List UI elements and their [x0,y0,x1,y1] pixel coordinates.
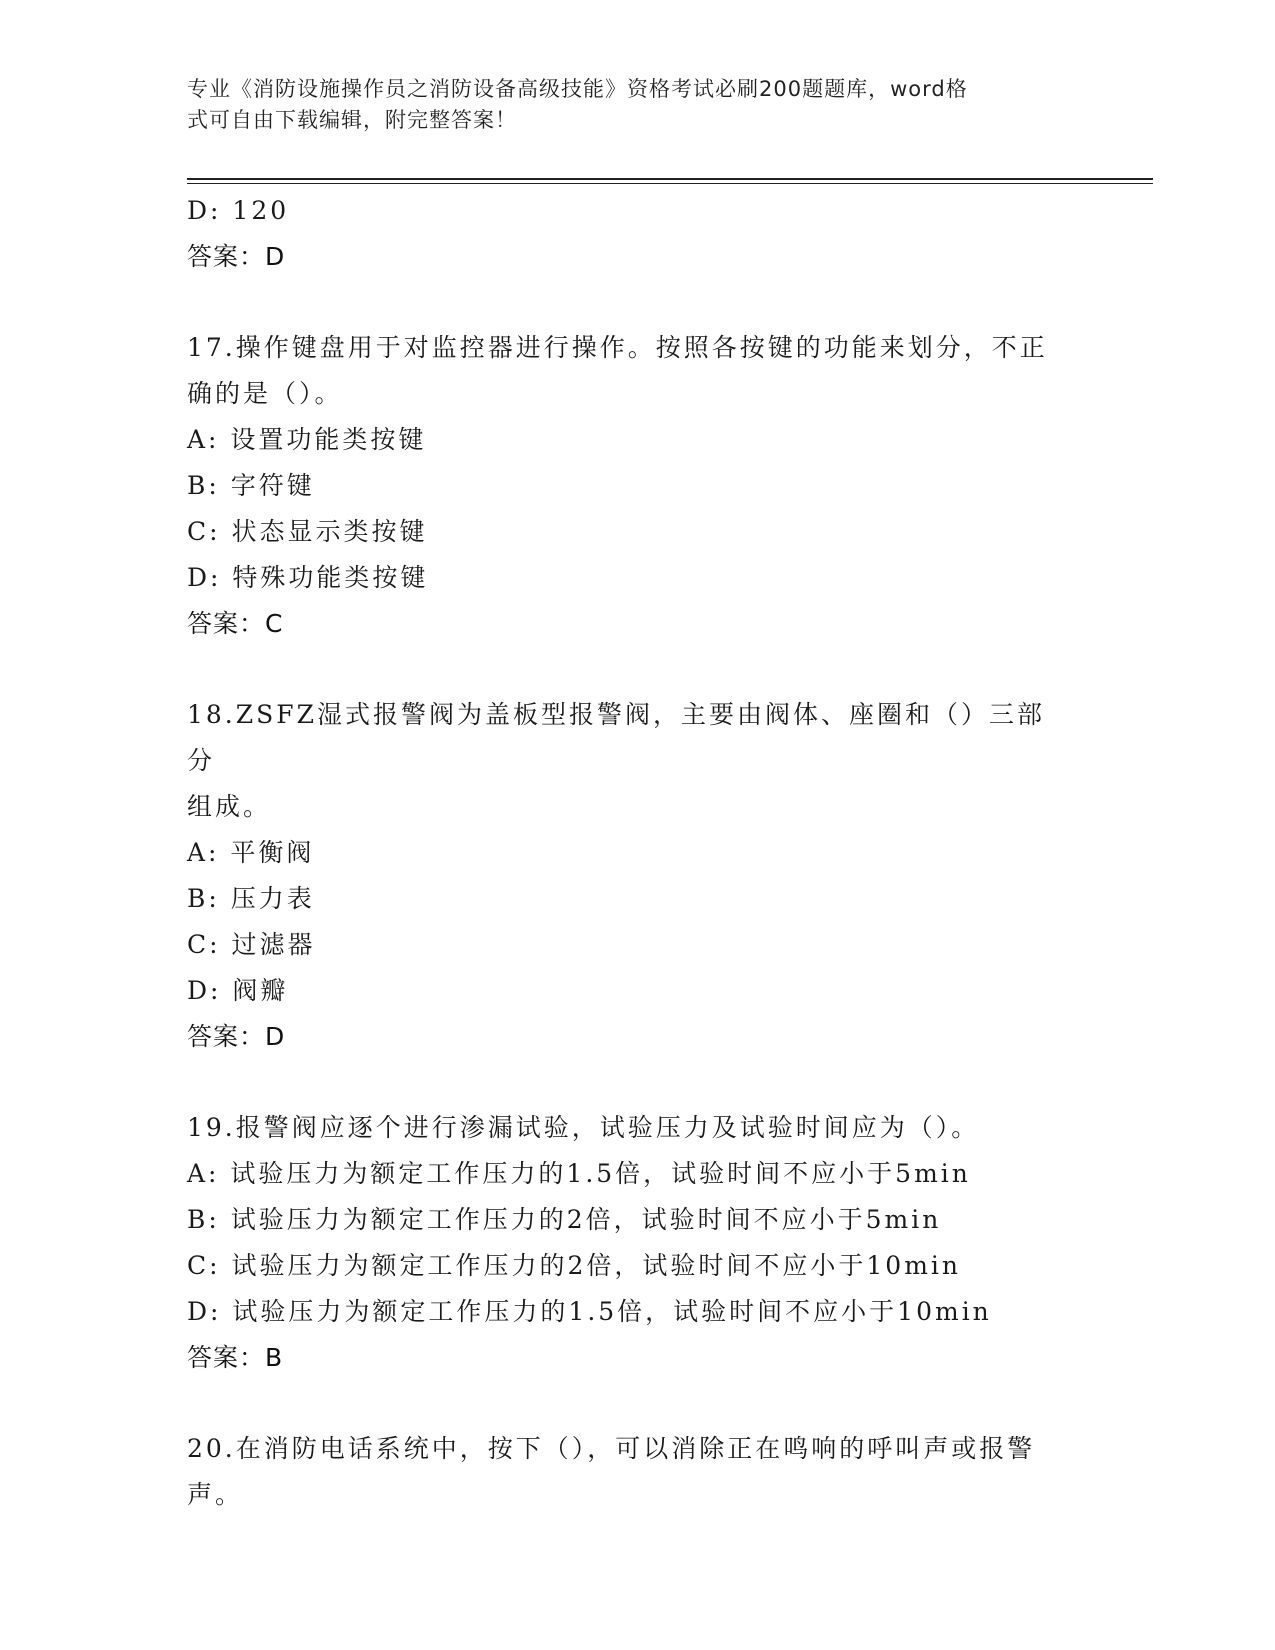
question-text-line-1: 18.ZSFZ湿式报警阀为盖板型报警阀，主要由阀体、座圈和（）三部分 [187,700,1045,775]
option-c: C: 试验压力为额定工作压力的2倍，试验时间不应小于10min [187,1251,962,1280]
option-d: D: 特殊功能类按键 [187,563,429,592]
question-text-line-1: 19.报警阀应逐个进行渗漏试验，试验压力及试验时间应为（）。 [187,1113,980,1142]
header-line-2: 式可自由下载编辑，附完整答案！ [187,108,517,132]
option-d: D: 试验压力为额定工作压力的1.5倍，试验时间不应小于10min [187,1297,992,1326]
option-b: B: 字符键 [187,471,315,500]
question-text-line-1: 17.操作键盘用于对监控器进行操作。按照各按键的功能来划分，不正 [187,333,1048,362]
header-divider-thin [187,183,1153,184]
header-line-1: 专业《消防设施操作员之消防设备高级技能》资格考试必刷200题题库，word格 [187,77,968,101]
option-c: C: 状态显示类按键 [187,517,428,546]
document-header [187,74,1087,136]
header-divider-thick [187,178,1153,180]
question-17 [187,325,1087,647]
previous-question-tail [187,188,1087,280]
option-a: A: 平衡阀 [187,838,315,867]
option-d: D: 阀瓣 [187,976,289,1005]
option-a: A: 设置功能类按键 [187,425,427,454]
question-text-line-2: 组成。 [187,792,272,821]
question-19 [187,1105,1087,1381]
question-text-line-2: 确的是（）。 [187,379,343,408]
option-a: A: 试验压力为额定工作压力的1.5倍，试验时间不应小于5min [187,1159,971,1188]
option-b: B: 试验压力为额定工作压力的2倍，试验时间不应小于5min [187,1205,942,1234]
question-20 [187,1426,1087,1518]
answer: 答案：D [187,1022,286,1051]
question-text-line-1: 20.在消防电话系统中，按下（），可以消除正在鸣响的呼叫声或报警 [187,1434,1036,1463]
option-c: C: 过滤器 [187,930,316,959]
answer: 答案：C [187,609,284,638]
question-18 [187,692,1087,1060]
question-list [187,188,1087,1518]
answer: 答案：D [187,242,286,271]
answer: 答案：B [187,1343,284,1372]
question-text-line-2: 声。 [187,1480,244,1509]
option-b: B: 压力表 [187,884,315,913]
option-d: D: 120 [187,196,290,225]
